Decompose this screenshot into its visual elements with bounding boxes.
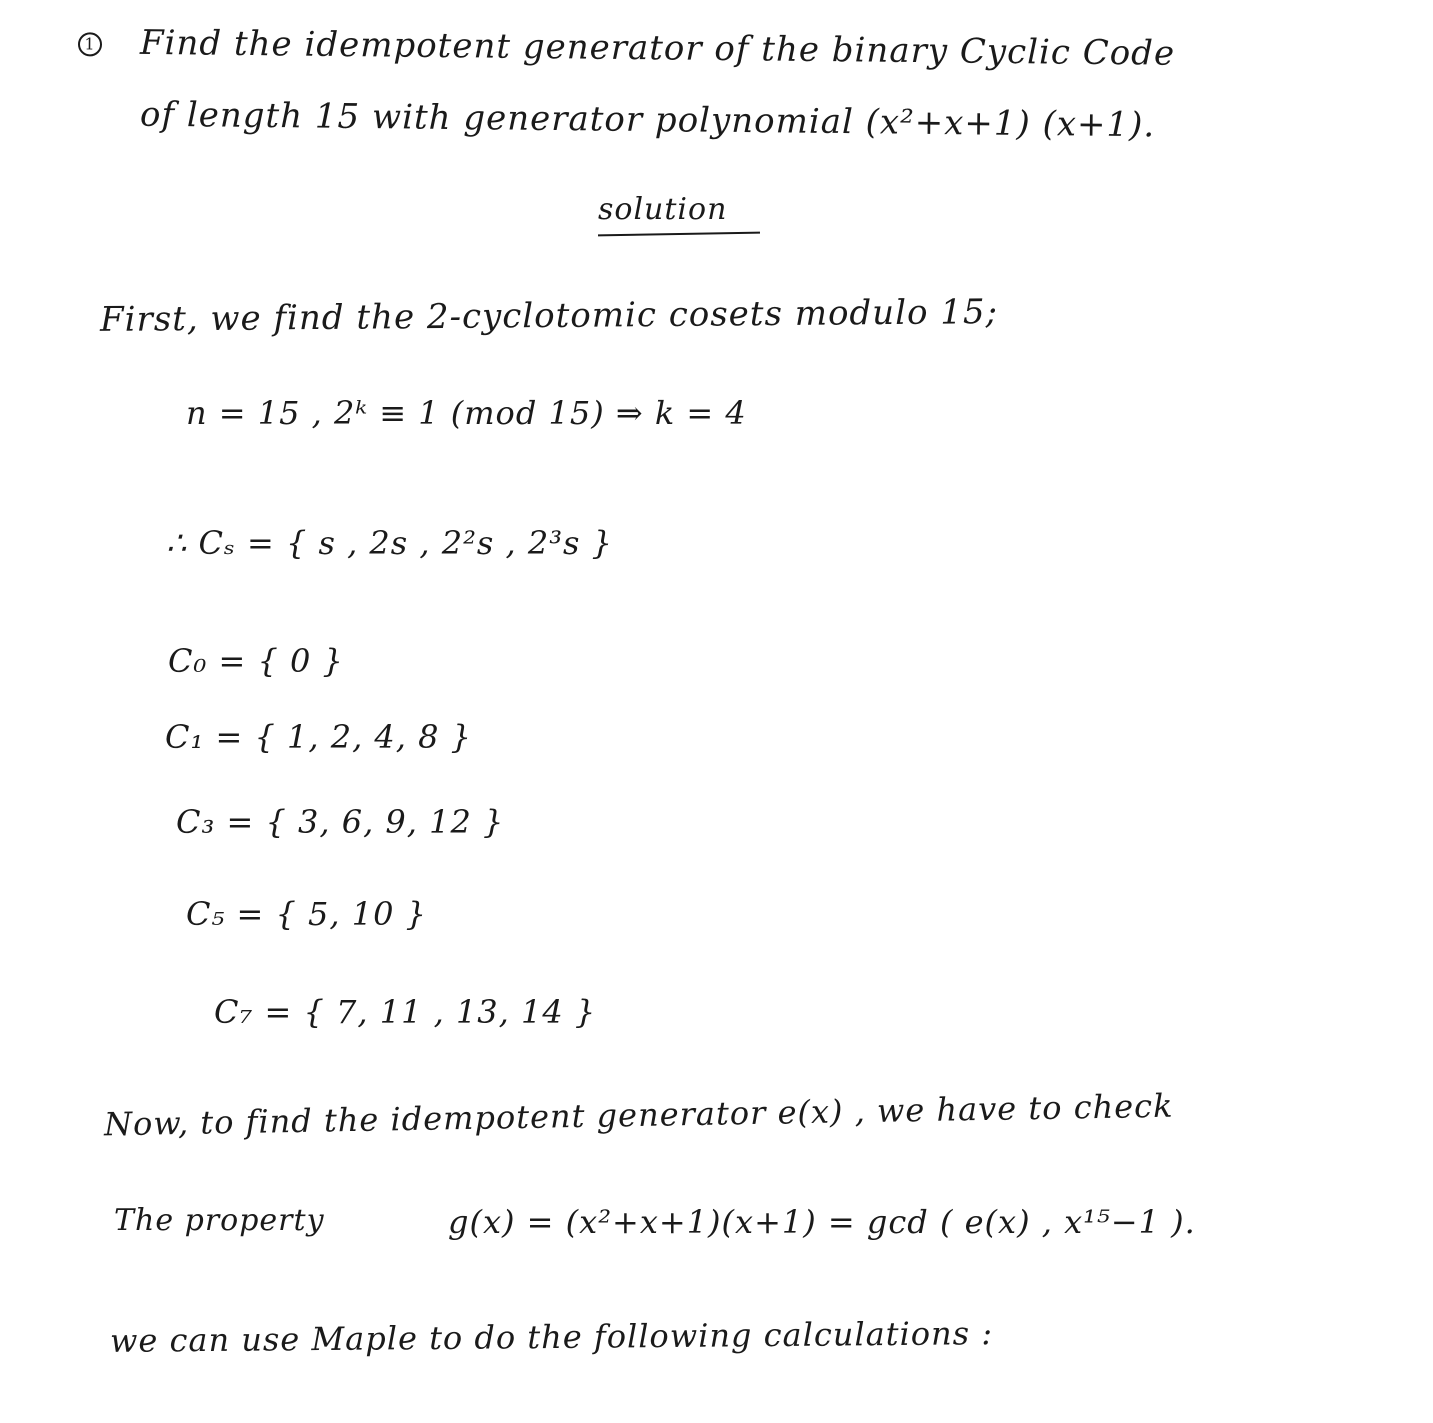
property-formula: g(x) = (x²+x+1)(x+1) = gcd ( e(x) , x¹⁵−1 ). bbox=[448, 1203, 1196, 1241]
solution-underline bbox=[598, 232, 760, 237]
coset-c1: C₁ = { 1, 2, 4, 8 } bbox=[165, 718, 472, 756]
now-line: Now, to find the idempotent generator e(x) , we have to check bbox=[103, 1086, 1174, 1144]
maple-line: we can use Maple to do the following calculations : bbox=[109, 1314, 994, 1360]
question-number: 1 bbox=[78, 32, 102, 56]
coset-c7: C₇ = { 7, 11 , 13, 14 } bbox=[214, 993, 597, 1031]
coset-c5: C₅ = { 5, 10 } bbox=[186, 895, 427, 933]
question-text-1: Find the idempotent generator of the binary Cyclic Code bbox=[139, 22, 1176, 74]
question-line-2: of length 15 with generator polynomial (x²+x+1) (x+1). bbox=[139, 94, 1156, 146]
n-line: n = 15 , 2ᵏ ≡ 1 (mod 15) ⇒ k = 4 bbox=[186, 394, 747, 432]
coset-c3: C₃ = { 3, 6, 9, 12 } bbox=[176, 803, 505, 841]
coset-c0: C₀ = { 0 } bbox=[168, 642, 344, 680]
property-label: The property bbox=[114, 1203, 325, 1238]
intro-line: First, we find the 2-cyclotomic cosets modulo 15; bbox=[99, 292, 999, 340]
solution-title: solution bbox=[598, 192, 728, 227]
cs-definition: ∴ Cₛ = { s , 2s , 2²s , 2³s } bbox=[166, 524, 613, 562]
question-line-1 bbox=[78, 22, 1175, 73]
